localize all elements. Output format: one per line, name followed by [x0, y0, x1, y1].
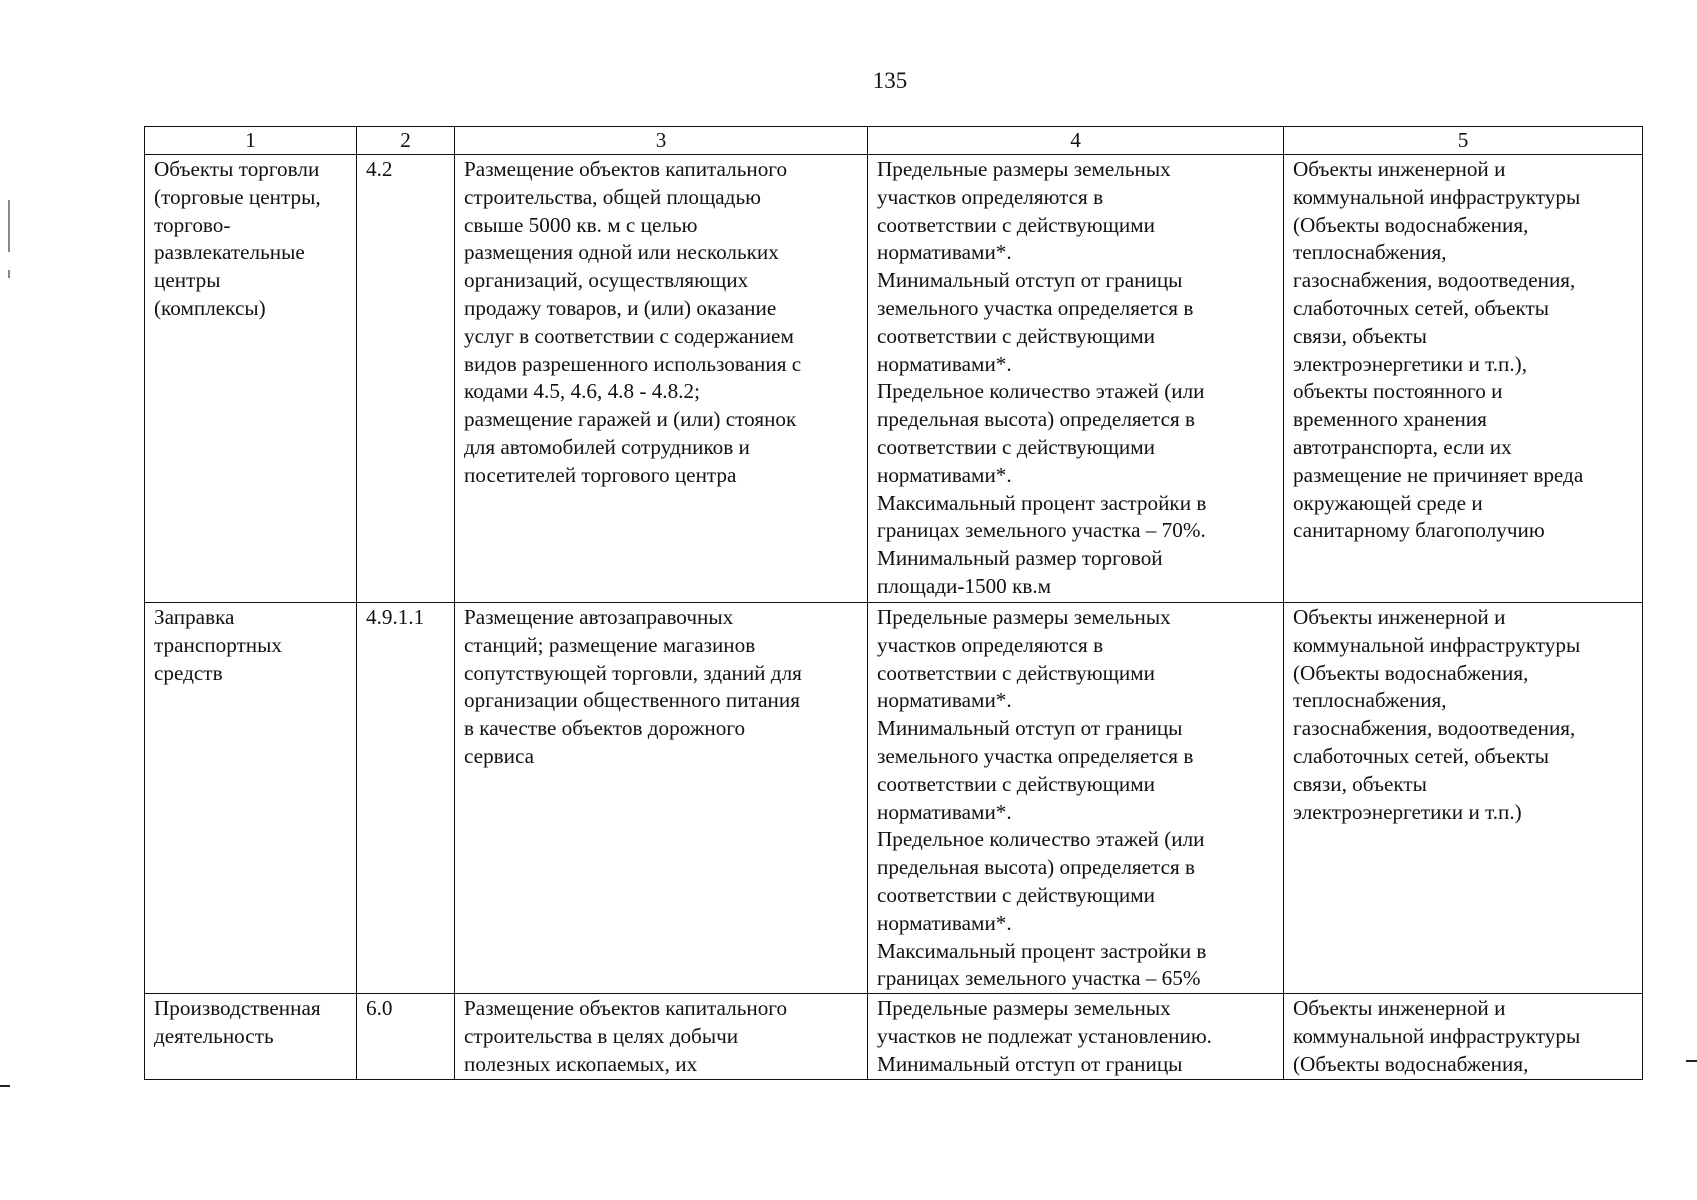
cell-text-line: санитарному благополучию: [1293, 518, 1545, 543]
cell-text-line: предельная высота) определяется в: [877, 855, 1196, 880]
cell-text-line: земельного участка определяется в: [877, 295, 1194, 320]
cell-text-line: Размещение объектов капитального: [464, 996, 788, 1021]
cell-text-line: 4.9.1.1: [366, 605, 425, 629]
auxiliary-uses-cell: [1284, 155, 1643, 603]
page-number: 135: [872, 68, 908, 93]
cell-text-line: размещения одной или нескольких: [464, 240, 779, 265]
cell-text-line: теплоснабжения,: [1293, 240, 1447, 265]
cell-text-line: электроэнергетики и т.п.): [1293, 799, 1522, 824]
cell-text-line: Максимальный процент застройки в: [877, 490, 1207, 515]
cell-text-line: соответствии с действующими: [877, 660, 1156, 685]
cell-text-line: Предельное количество этажей (или: [877, 827, 1205, 852]
cell-text-line: окружающей среде и: [1293, 490, 1483, 515]
use-description-cell: [455, 155, 868, 603]
table-row: [145, 155, 1643, 603]
cell-text-line: Минимальный отступ от границы: [877, 716, 1183, 741]
cell-text-line: 6.0: [366, 996, 393, 1021]
cell-text-line: 4.2: [366, 157, 393, 181]
cell-text-line: соответствии с действующими: [877, 771, 1156, 796]
cell-text-line: земельного участка определяется в: [877, 743, 1194, 768]
cell-text-line: слаботочных сетей, объекты: [1293, 743, 1549, 768]
cell-text-line: Предельные размеры земельных: [877, 605, 1171, 629]
cell-text-line: организации общественного питания: [464, 688, 800, 713]
cell-text-line: теплоснабжения,: [1293, 688, 1447, 713]
cell-text-line: участков не подлежат установлению.: [877, 1023, 1212, 1048]
cell-text-line: площади-1500 кв.м: [877, 573, 1052, 598]
cell-text-line: центры: [154, 268, 221, 293]
cell-text-line: организаций, осуществляющих: [464, 268, 749, 293]
cell-text-line: Объекты инженерной и: [1293, 157, 1506, 181]
use-name-cell: [145, 603, 357, 994]
cell-text-line: нормативами*.: [877, 910, 1012, 935]
cell-text-line: кодами 4.5, 4.6, 4.8 - 4.8.2;: [464, 379, 700, 404]
cell-text-line: временного хранения: [1293, 407, 1487, 432]
cell-text-line: Заправка: [154, 605, 235, 629]
cell-text-line: коммунальной инфраструктуры: [1293, 1023, 1581, 1048]
cell-text-line: станций; размещение магазинов: [464, 632, 756, 657]
scan-mark: [0, 1085, 10, 1087]
cell-text-line: границах земельного участка – 70%.: [877, 518, 1206, 543]
cell-text-line: в качестве объектов дорожного: [464, 716, 746, 741]
cell-text-line: Размещение объектов капитального: [464, 157, 788, 181]
cell-text-line: Объекты торговли: [154, 157, 320, 181]
cell-text-line: размещение гаражей и (или) стоянок: [464, 407, 797, 432]
cell-text-line: соответствии с действующими: [877, 434, 1156, 459]
cell-text-line: Предельные размеры земельных: [877, 157, 1171, 181]
use-code-cell: [357, 155, 455, 603]
cell-text-line: (Объекты водоснабжения,: [1293, 660, 1529, 685]
cell-text-line: торгово-: [154, 212, 231, 237]
cell-text-line: коммунальной инфраструктуры: [1293, 184, 1581, 209]
cell-text-line: полезных ископаемых, их: [464, 1051, 698, 1076]
cell-text-line: участков определяются в: [877, 632, 1104, 657]
cell-text-line: Производственная: [154, 996, 321, 1021]
column-header: 5: [1284, 127, 1643, 155]
cell-text-line: слаботочных сетей, объекты: [1293, 295, 1549, 320]
parameters-cell: [868, 994, 1284, 1079]
cell-text-line: Максимальный процент застройки в: [877, 938, 1207, 963]
cell-text-line: электроэнергетики и т.п.),: [1293, 351, 1528, 376]
cell-text-line: транспортных: [154, 632, 282, 657]
column-header: 3: [455, 127, 868, 155]
cell-text-line: автотранспорта, если их: [1293, 434, 1512, 459]
cell-text-line: (Объекты водоснабжения,: [1293, 1051, 1529, 1076]
cell-text-line: Минимальный отступ от границы: [877, 268, 1183, 293]
cell-text-line: нормативами*.: [877, 351, 1012, 376]
cell-text-line: Объекты инженерной и: [1293, 605, 1506, 629]
column-header: 2: [357, 127, 455, 155]
cell-text-line: продажу товаров, и (или) оказание: [464, 295, 777, 320]
cell-text-line: (Объекты водоснабжения,: [1293, 212, 1529, 237]
cell-text-line: средств: [154, 660, 223, 685]
cell-text-line: границах земельного участка – 65%: [877, 966, 1201, 991]
cell-text-line: строительства в целях добычи: [464, 1023, 739, 1048]
cell-text-line: газоснабжения, водоотведения,: [1293, 716, 1576, 741]
cell-text-line: размещение не причиняет вреда: [1293, 462, 1584, 487]
header-row: [145, 127, 1643, 155]
use-description-cell: [455, 603, 868, 994]
scan-mark: [8, 270, 10, 278]
column-header: 1: [145, 127, 357, 155]
cell-text-line: сопутствующей торговли, зданий для: [464, 660, 802, 685]
cell-text-line: для автомобилей сотрудников и: [464, 434, 750, 459]
parameters-cell: [868, 603, 1284, 994]
parameters-cell: [868, 155, 1284, 603]
cell-text-line: коммунальной инфраструктуры: [1293, 632, 1581, 657]
cell-text-line: соответствии с действующими: [877, 212, 1156, 237]
cell-text-line: объекты постоянного и: [1293, 379, 1503, 404]
cell-text-line: видов разрешенного использования с: [464, 351, 802, 376]
zoning-table: [144, 126, 1643, 1080]
use-code-cell: [357, 994, 455, 1079]
cell-text-line: посетителей торгового центра: [464, 462, 737, 487]
cell-text-line: Минимальный отступ от границы: [877, 1051, 1183, 1076]
cell-text-line: сервиса: [464, 743, 535, 768]
table-row: [145, 603, 1643, 994]
auxiliary-uses-cell: [1284, 603, 1643, 994]
cell-text-line: нормативами*.: [877, 688, 1012, 713]
cell-text-line: Размещение автозаправочных: [464, 605, 734, 629]
cell-text-line: Объекты инженерной и: [1293, 996, 1506, 1021]
cell-text-line: услуг в соответствии с содержанием: [464, 323, 794, 348]
cell-text-line: участков определяются в: [877, 184, 1104, 209]
use-description-cell: [455, 994, 868, 1079]
cell-text-line: Минимальный размер торговой: [877, 546, 1163, 571]
cell-text-line: деятельность: [154, 1023, 274, 1048]
cell-text-line: связи, объекты: [1293, 323, 1427, 348]
auxiliary-uses-cell: [1284, 994, 1643, 1079]
cell-text-line: предельная высота) определяется в: [877, 407, 1196, 432]
cell-text-line: нормативами*.: [877, 462, 1012, 487]
use-code-cell: [357, 603, 455, 994]
column-header: 4: [868, 127, 1284, 155]
cell-text-line: нормативами*.: [877, 240, 1012, 265]
cell-text-line: газоснабжения, водоотведения,: [1293, 268, 1576, 293]
table-row: [145, 994, 1643, 1079]
cell-text-line: развлекательные: [154, 240, 305, 265]
cell-text-line: свыше 5000 кв. м с целью: [464, 212, 698, 237]
cell-text-line: (комплексы): [154, 295, 266, 320]
cell-text-line: (торговые центры,: [154, 184, 321, 209]
cell-text-line: связи, объекты: [1293, 771, 1427, 796]
use-name-cell: [145, 155, 357, 603]
scan-mark: [8, 200, 10, 252]
cell-text-line: нормативами*.: [877, 799, 1012, 824]
cell-text-line: строительства, общей площадью: [464, 184, 761, 209]
scan-mark: [1686, 1060, 1697, 1062]
cell-text-line: соответствии с действующими: [877, 323, 1156, 348]
cell-text-line: соответствии с действующими: [877, 882, 1156, 907]
use-name-cell: [145, 994, 357, 1079]
cell-text-line: Предельное количество этажей (или: [877, 379, 1205, 404]
cell-text-line: Предельные размеры земельных: [877, 996, 1171, 1021]
